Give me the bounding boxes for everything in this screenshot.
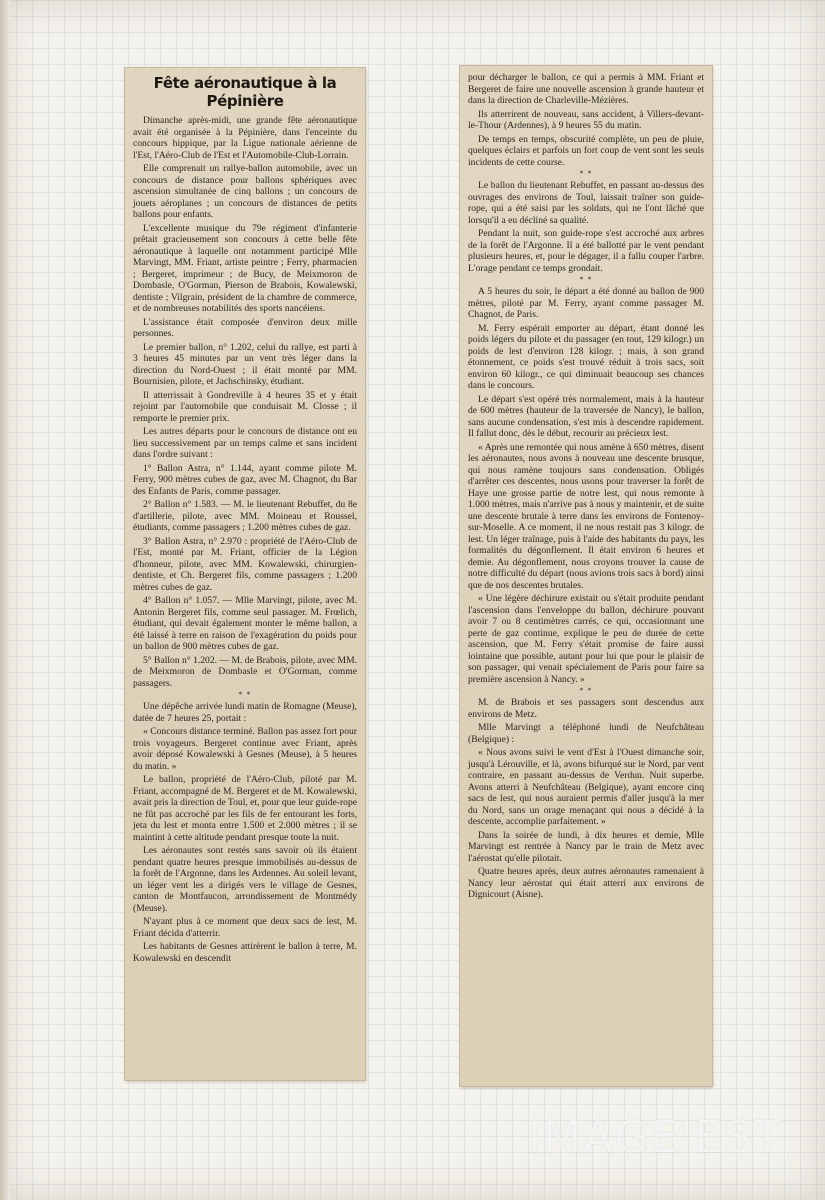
paragraph: Les aéronautes sont restés sans savoir où ils étaient pendant quatre heures presque immobilisés au-dessus de la forêt de l'Argonne, dans les Ardennes. Au soleil levant, un léger vent les a dirigés vers le village de Gesnes, canton de Montfaucon, arrondissement de Montmédy (Meuse). xyxy=(133,845,357,914)
paragraph: Le départ s'est opéré très normalement, mais à la hauteur de 600 mètres (hauteur de la traversée de Nancy), le ballon, sans aucune condensation, s'est mis à descendre rapidement. Il fallut donc, dès le début, recourir au précieux lest. xyxy=(468,393,704,439)
paragraph: Elle comprenait un rallye-ballon automobile, avec un concours de distance pour ballons sphériques avec ascension simultanée de cinq ballons ; un concours de jouets aéroplanes ; un concours de distances de petits ballons pour enfants. xyxy=(133,163,357,220)
paragraph: Pendant la nuit, son guide-rope s'est accroché aux arbres de la forêt de l'Argonne. Il a été ballotté par le vent pendant plusieurs heures, et, pour le dégager, il a fallu couper l'arbre. L'orage pendant ce temps grondait. xyxy=(468,228,704,274)
paragraph: Quatre heures après, deux autres aéronautes ramenaient à Nancy leur aérostat qui était atterri aux environs de Dignicourt (Aisne). xyxy=(468,866,704,900)
binding-edge xyxy=(0,0,10,1200)
paragraph: Dans la soirée de lundi, à dix heures et demie, Mlle Marvingt est rentrée à Nancy par le train de Metz avec l'aérostat qu'elle pilotait. xyxy=(468,829,704,864)
paragraph: pour décharger le ballon, ce qui a permis à MM. Friant et Bergeret de faire une nouvelle ascension à grande hauteur et dans la direction de Charleville-Mézières. xyxy=(468,72,704,106)
section-separator: * * xyxy=(238,690,252,699)
paragraph: « Concours distance terminé. Ballon pas assez fort pour trois voyageurs. Bergeret continue avec Friant, après avoir déposé Kowalewski à Gesnes (Meuse), à 5 heures du matin. » xyxy=(133,726,357,772)
paragraph: M. Ferry espérait emporter au départ, étant donné les poids légers du pilote et du passager (en tout, 129 kilogr.) un poids de lest d'environ 128 kilogr. ; mais, à son grand étonnement, ce poids s'est trouvé réduit à trois sacs, soit environ 60 kilogr., ce qui diminuait beaucoup ses chances dans le concours. xyxy=(468,322,704,391)
paragraph: L'assistance était composée d'environ deux mille personnes. xyxy=(133,316,357,339)
paragraph: Le premier ballon, n° 1.202, celui du rallye, est parti à 3 heures 45 minutes par un vent très léger dans la direction du Nord-Ouest ; il était monté par MM. Bournisien, pilote, et Jachschinsky, étudiant. xyxy=(133,341,357,387)
paragraph: Dimanche après-midi, une grande fête aéronautique avait été organisée à la Pépinière, dans l'enceinte du concours hippique, par la Ligue nationale aérienne de l'Est, l'Aéro-Club de l'Est et l'Automobile-Club-Lorrain. xyxy=(133,115,357,161)
paragraph: Les autres départs pour le concours de distance ont eu lieu successivement par un temps calme et sans incident dans l'ordre suivant : xyxy=(133,426,357,460)
paragraph: N'ayant plus à ce moment que deux sacs de lest, M. Friant décida d'atterrir. xyxy=(133,916,357,939)
paragraph: Mlle Marvingt a téléphoné lundi de Neufchâteau (Belgique) : xyxy=(468,722,704,745)
article-title: Fête aéronautique à la Pépinière xyxy=(153,74,337,110)
paragraph: De temps en temps, obscurité complète, un peu de pluie, quelques éclairs et parfois un fort coup de vent sont les seuls incidents de cette course. xyxy=(468,133,704,168)
paragraph: Une dépêche arrivée lundi matin de Romagne (Meuse), datée de 7 heures 25, portait : xyxy=(133,701,357,724)
paragraph: 3° Ballon Astra, n° 2.970 : propriété de l'Aéro-Club de l'Est, monté par M. Friant, officier de la Légion d'honneur, pilote, avec MM. Kowalewski, chirurgien-dentiste, et Ch. Bergeret fils, comme passagers ; 1.200 mètres cubes de gaz. xyxy=(133,535,357,593)
paragraph: L'excellente musique du 79e régiment d'infanterie prêtait gracieusement son concours à cette belle fête aéronautique à laquelle ont notamment participé Mlle Marvingt, MM. Friant, artiste peintre ; Ferry, pharmacien ; Bergeret, imprimeur ; de Bucy, de Meixmoron de Dombasle, O'Gorman, Pierson de Brabois, Kowalewski, dentiste ; Vilgrain, président de la chambre de commerce, et de nombreuses notabilités des sports nancéiens. xyxy=(133,222,357,314)
paragraph: Le ballon, propriété de l'Aéro-Club, piloté par M. Friant, accompagné de M. Bergeret et de M. Kowalewski, avait pris la direction de Toul, et, pour que leur guide-rope ne fût pas accroché par les fils de fer entourant les forts, jeta du lest et monta entre 1.500 et 2.000 mètres ; il se maintint à cette altitude pendant presque toute la nuit. xyxy=(133,774,358,843)
section-separator: * * xyxy=(579,169,593,178)
newspaper-clipping-right xyxy=(460,66,712,1086)
paragraph: 5° Ballon n° 1.202. — M. de Brabois, pilote, avec MM. de Meixmoron de Dombasle et O'Gorman, comme passagers. xyxy=(133,654,357,689)
newspaper-clipping-left xyxy=(125,68,365,1080)
paragraph: « Nous avons suivi le vent d'Est à l'Ouest dimanche soir, jusqu'à Lérouville, et là, avons bifurqué sur le Nord, par vent contraire, en passant au-dessus de Verdun. Nuit superbe. Avons atterri à Neufchâteau (Belgique), ayant encore cinq sacs de lest, qui nous auraient permis d'aller jusqu'à la mer du Nord, sans un orage menaçant qui nous a décidé à la descente, accomplie parfaitement. » xyxy=(468,747,704,827)
paragraph: 1° Ballon Astra, n° 1.144, ayant comme pilote M. Ferry, 900 mètres cubes de gaz, avec M. Chagnot, du Bar des Enfants de Paris, comme passager. xyxy=(133,462,357,497)
paragraph: Les habitants de Gesnes attirèrent le ballon à terre, M. Kowalewski en descendit xyxy=(133,941,357,964)
section-separator: * * xyxy=(579,275,593,284)
paragraph: Ils atterrirent de nouveau, sans accident, à Villers-devant-le-Thour (Ardennes), à 9 heures 55 du matin. xyxy=(468,108,704,131)
paragraph: 4° Ballon n° 1.057. — Mlle Marvingt, pilote, avec M. Antonin Bergeret fils, comme seul passager. M. Frœlich, étudiant, qui devait également monter le même ballon, a été laissé à terre en raison de l'exagération du poids pour un ballon de 900 mètres cubes de gaz. xyxy=(133,595,357,652)
paragraph: 2° Ballon n° 1.583. — M. le lieutenant Rebuffet, du 8e d'artillerie, pilote, avec MM. Moineau et Roussel, étudiants, comme passagers ; 1.200 mètres cubes de gaz. xyxy=(133,499,357,533)
paragraph: Il atterrissait à Gondreville à 4 heures 35 et y était rejoint par l'automobile que conduisait M. Closse ; il remporte le premier prix. xyxy=(133,389,357,424)
paragraph: « Une légère déchirure existait ou s'était produite pendant l'ascension dans l'enveloppe du ballon, déchirure pouvant avoir 7 ou 8 centimètres carrés, ce qui, occasionnant une perte de gaz continue, explique le peu de durée de cette ascension, que M. Ferry s'était promise de faire aussi lointaine que possible, autant pour lui que pour le plaisir de son passager, qui venait spécialement de Paris pour faire sa première ascension à Nancy. » xyxy=(468,593,704,685)
paragraph: M. de Brabois et ses passagers sont descendus aux environs de Metz. xyxy=(468,697,704,720)
paragraph: A 5 heures du soir, le départ a été donné au ballon de 900 mètres, piloté par M. Ferry, ayant comme passager M. Chagnot, de Paris. xyxy=(468,286,704,320)
paragraph: Le ballon du lieutenant Rebuffet, en passant au-dessus des ouvrages des environs de Toul, laissait traîner son guide-rope, qui a été saisi par les soldats, qui ne l'ont lâché que lorsqu'il a eu décliné sa qualité. xyxy=(468,180,704,226)
section-separator: * * xyxy=(579,686,593,695)
paragraph: « Après une remontée qui nous amène à 650 mètres, disent les aéronautes, nous avons à nouveau une descente brusque, qui nous ramène toujours sans condensation. Obligés d'arrêter ces descentes, nous usons pour traverser la forêt de Haye une grosse partie de notre lest, qui nous remonte à 1.000 mètres, mais n'arrive pas à nous y maintenir, et de suite une descente brutale à terre dans les environs de Fontenoy-sur-Moselle. A ce moment, il ne nous restait pas 3 kilogr. de lest. Un léger traînage, puis à l'aide des habitants du pays, les formalités du dégonflement. Il était environ 6 heures et demie. Au dégonflement, nous croyons trouver la cause de notre difficulté du départ (nous avions trois sacs à bord) ainsi que de nos descentes brutales. xyxy=(468,441,704,591)
watermark-logo: IMAGE'EST xyxy=(528,1112,783,1163)
